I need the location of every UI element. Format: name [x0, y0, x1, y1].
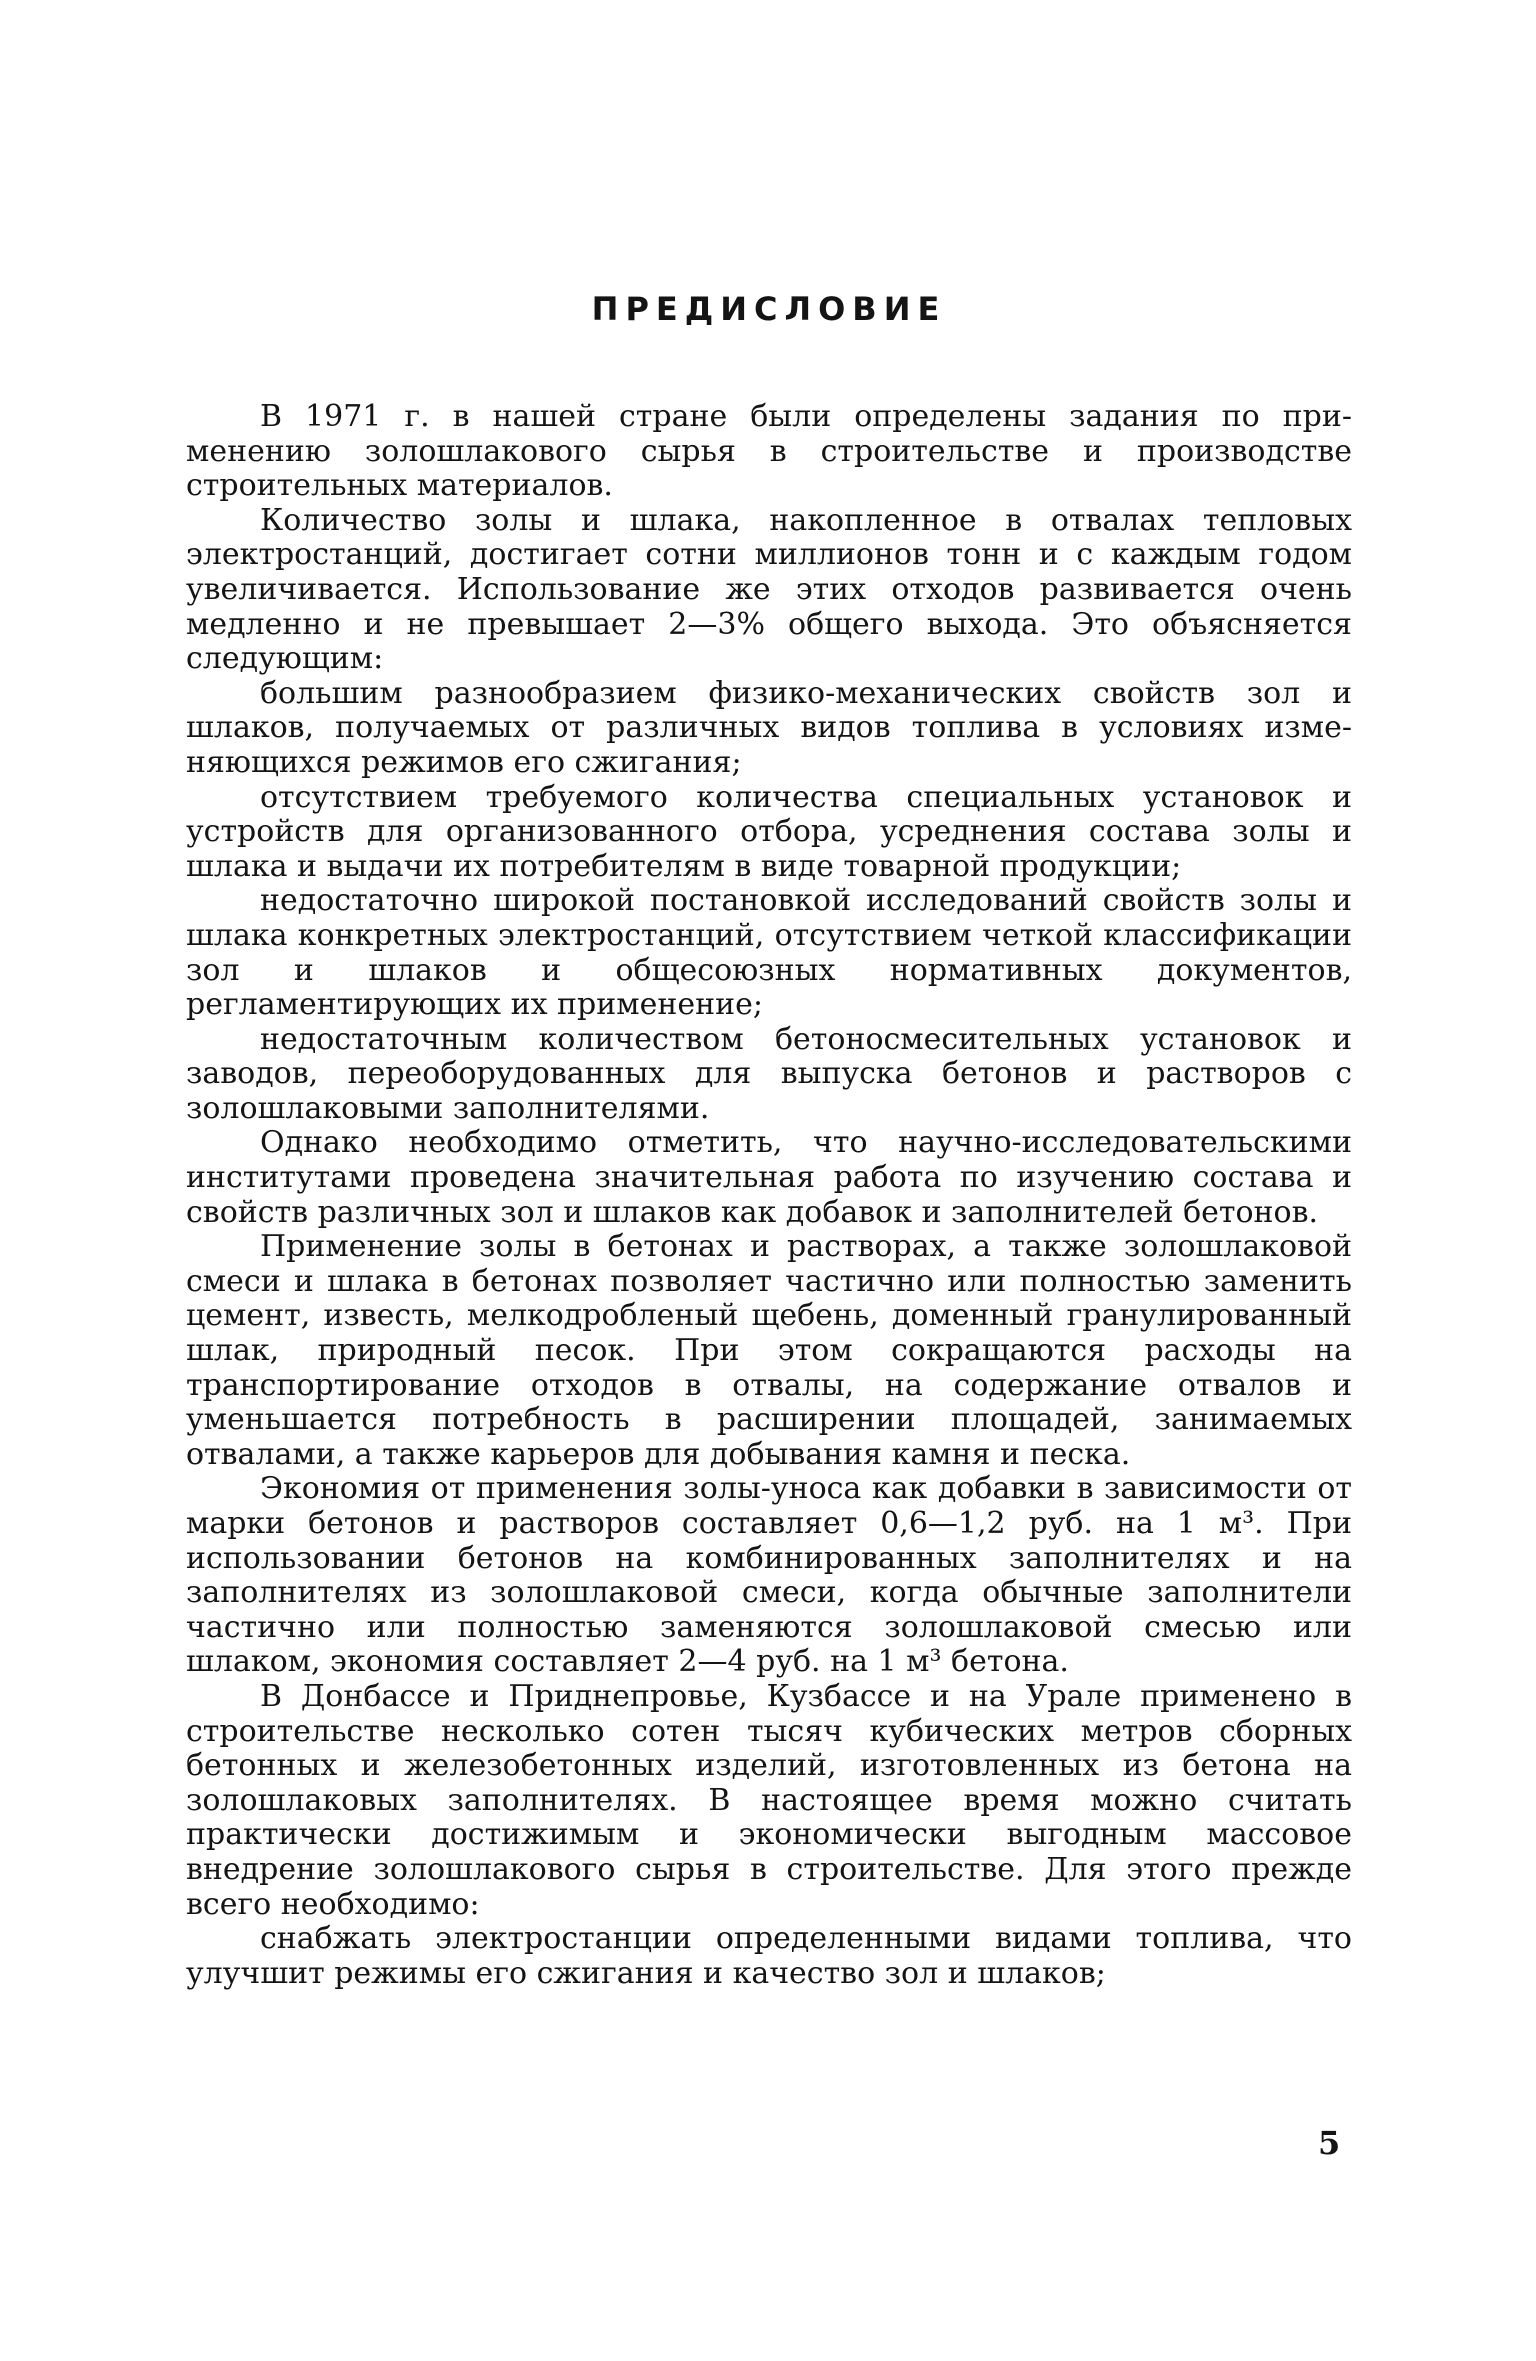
- paragraph-fuel-supply: снабжать электростанции определенными видами топлива, что улучшит режимы его сжигания и качество зол и шлаков;: [186, 1921, 1352, 1991]
- list-item-plants: недостаточным количеством бетоносмесительных установок и заводов, переоборудованных для выпуска бетонов и растворов с золошлаковыми заполнителями.: [186, 1021, 1352, 1126]
- paragraph-regions: В Донбассе и Приднепровье, Кузбассе и на Урале применено в строительстве несколько сотен тысяч кубических метров сборных бетонных и железобетонных изделий, изготовленных из бетона на золошлаковых заполнителях. В настоящее время можно считать практически достижимым и экономически выгодным массовое внедрение золошлакового сырья в строительстве. Для этого прежде всего необходимо:: [186, 1678, 1352, 1922]
- paragraph-1: В 1971 г. в нашей стране были определены задания по применению золошлакового сырья в строительстве и производстве строительных материалов.: [186, 399, 1352, 504]
- list-item-diversity: большим разнообразием физико-механических свойств зол и шлаков, получаемых от различных видов топлива в условиях изменяющихся режимов его сжигания;: [186, 675, 1352, 780]
- list-item-research: недостаточно широкой постановкой исследований свойств золы и шлака конкретных электростанций, отсутствием четкой классификации зол и шлаков и общесоюзных нормативных документов, регламентирующих их применение;: [186, 883, 1352, 1023]
- list-item-installations: отсутствием требуемого количества специальных установок и устройств для организованного отбора, усреднения состава золы и шлака и выдачи их потребителям в виде товарной продукции;: [186, 779, 1352, 884]
- paragraph-research-institutes: Однако необходимо отметить, что научно-исследовательскими институтами проведена значительная работа по изучению состава и свойств различных зол и шлаков как добавок и заполнителей бетонов.: [186, 1125, 1352, 1230]
- page-number: 5: [1318, 2124, 1341, 2162]
- page-title: ПРЕДИСЛОВИЕ: [591, 290, 947, 328]
- page-body: [186, 290, 1352, 1991]
- paragraph-application: Применение золы в бетонах и растворах, а также золошлаковой смеси и шлака в бетонах позволяет частично или полностью заменить цемент, известь, мелкодробленый щебень, доменный гранулированный шлак, природный песок. При этом сокращаются расходы на транспортирование отходов в отвалы, на содержание отвалов и уменьшается потребность в расширении площадей, занимаемых отвалами, а также карьеров для добывания камня и песка.: [186, 1229, 1352, 1472]
- paragraph-2: Количество золы и шлака, накопленное в отвалах тепловых электростанций, достигает сотни миллионов тонн и с каждым годом увеличивается. Использование же этих отходов развивается очень медленно и не превышает 2—3% общего выхода. Это объясняется следующим:: [186, 502, 1352, 677]
- paragraph-economy: Экономия от применения золы-уноса как добавки в зависимости от марки бетонов и растворов составляет 0,6—1,2 руб. на 1 м³. При использовании бетонов на комбинированных заполнителях и на заполнителях из золошлаковой смеси, когда обычные заполнители частично или полностью заменяются золошлаковой смесью или шлаком, экономия составляет 2—4 руб. на 1 м³ бетона.: [186, 1471, 1352, 1680]
